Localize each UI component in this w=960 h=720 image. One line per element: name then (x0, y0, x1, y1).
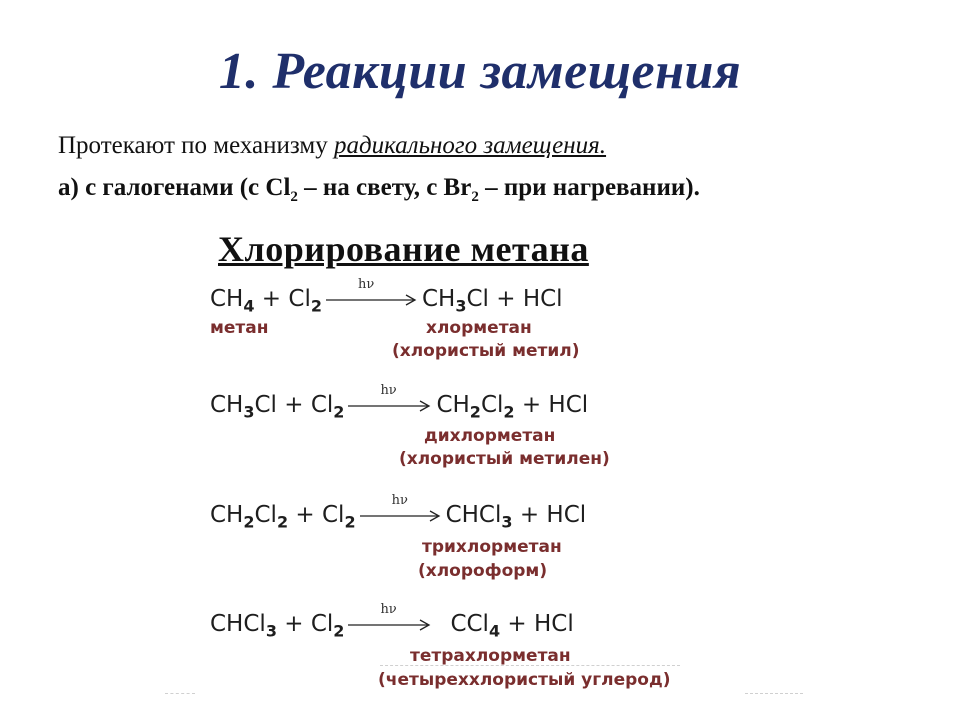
formula-subscript: 2 (333, 402, 345, 422)
formula-text: + HCl (500, 611, 574, 637)
reaction-3-rhs (445, 502, 587, 532)
reaction-2-equation (210, 382, 589, 422)
product-name-1: хлорметан (426, 318, 532, 338)
formula-text: + Cl (276, 611, 334, 637)
reaction-1-equation (210, 276, 563, 316)
formula-text: + Cl (288, 502, 345, 528)
formula-subscript: 3 (265, 621, 277, 641)
reaction-2-lhs (210, 392, 345, 422)
condition-label: hν (357, 276, 375, 292)
product-alt-name-2: (хлористый метилен) (399, 449, 610, 469)
formula-text: CH (210, 502, 244, 528)
mechanism-line (58, 132, 606, 160)
product-name-2: дихлорметан (424, 426, 556, 446)
formula-subscript: 2 (344, 512, 356, 532)
mechanism-name: радикального замещения. (333, 132, 607, 159)
formula-text: CH (210, 392, 244, 418)
product-name-3: трихлорметан (422, 537, 562, 557)
line2-part-a: а) с галогенами (с Cl (58, 174, 291, 201)
reactant-name-methane: метан (210, 318, 269, 338)
reaction-arrow-icon (348, 601, 432, 634)
product-alt-name-4: (четыреххлористый углерод) (378, 670, 671, 690)
reaction-arrow-icon (348, 382, 432, 415)
reaction-2-rhs (436, 392, 589, 422)
reaction-3-equation (210, 492, 587, 532)
formula-text: CH (436, 392, 470, 418)
formula-subscript: 3 (455, 296, 467, 316)
formula-text: + Cl (254, 286, 311, 312)
condition-label: hν (391, 492, 408, 508)
formula-subscript: 2 (333, 621, 345, 641)
slide-title: 1. Реакции замещения (218, 43, 742, 100)
divider-line (165, 693, 195, 694)
line2-part-b: – на свету, с Br (297, 174, 472, 201)
divider-line (745, 693, 803, 694)
line2-sub-1: 2 (290, 189, 298, 205)
formula-text: CH (210, 286, 244, 312)
reaction-1-lhs (210, 286, 322, 316)
formula-subscript: 2 (310, 296, 322, 316)
divider-line (380, 665, 680, 666)
product-name-4: тетрахлорметан (410, 646, 571, 666)
formula-subscript: 2 (276, 512, 289, 532)
formula-subscript: 2 (243, 512, 255, 532)
line2-part-c: – при нагревании). (478, 174, 700, 201)
mechanism-prefix: Протекают по механизму (58, 132, 334, 159)
formula-subscript: 2 (503, 402, 515, 422)
formula-text: Cl + HCl (466, 286, 563, 312)
formula-text: + HCl (514, 392, 589, 418)
product-alt-name-3: (хлороформ) (418, 561, 548, 581)
formula-subscript: 2 (469, 402, 481, 422)
condition-label: hν (380, 601, 397, 617)
reaction-1-rhs (421, 286, 563, 316)
reaction-arrow-icon (360, 492, 442, 525)
formula-text: CCl (450, 611, 489, 637)
formula-text: Cl (480, 392, 504, 418)
formula-text: Cl + Cl (254, 392, 334, 418)
reaction-4-lhs (210, 611, 345, 641)
formula-subscript: 3 (243, 402, 255, 422)
reaction-3-lhs (210, 502, 356, 532)
formula-text: CHCl (445, 502, 502, 528)
formula-text: CH (421, 286, 456, 312)
formula-subscript: 3 (501, 512, 513, 532)
line2-sub-2: 2 (471, 189, 479, 205)
formula-text: + HCl (512, 502, 587, 528)
reaction-4-rhs (450, 611, 574, 641)
formula-subscript: 4 (488, 621, 501, 641)
halogen-condition-line (58, 174, 700, 206)
formula-text: CHCl (210, 611, 266, 637)
formula-subscript: 4 (243, 296, 255, 316)
reaction-4-equation (210, 601, 574, 641)
formula-text: Cl (254, 502, 277, 528)
reaction-arrow-icon (326, 276, 418, 309)
condition-label: hν (380, 382, 397, 398)
section-subtitle: Хлорирование метана (218, 229, 589, 269)
product-alt-name-1: (хлористый метил) (392, 341, 580, 361)
